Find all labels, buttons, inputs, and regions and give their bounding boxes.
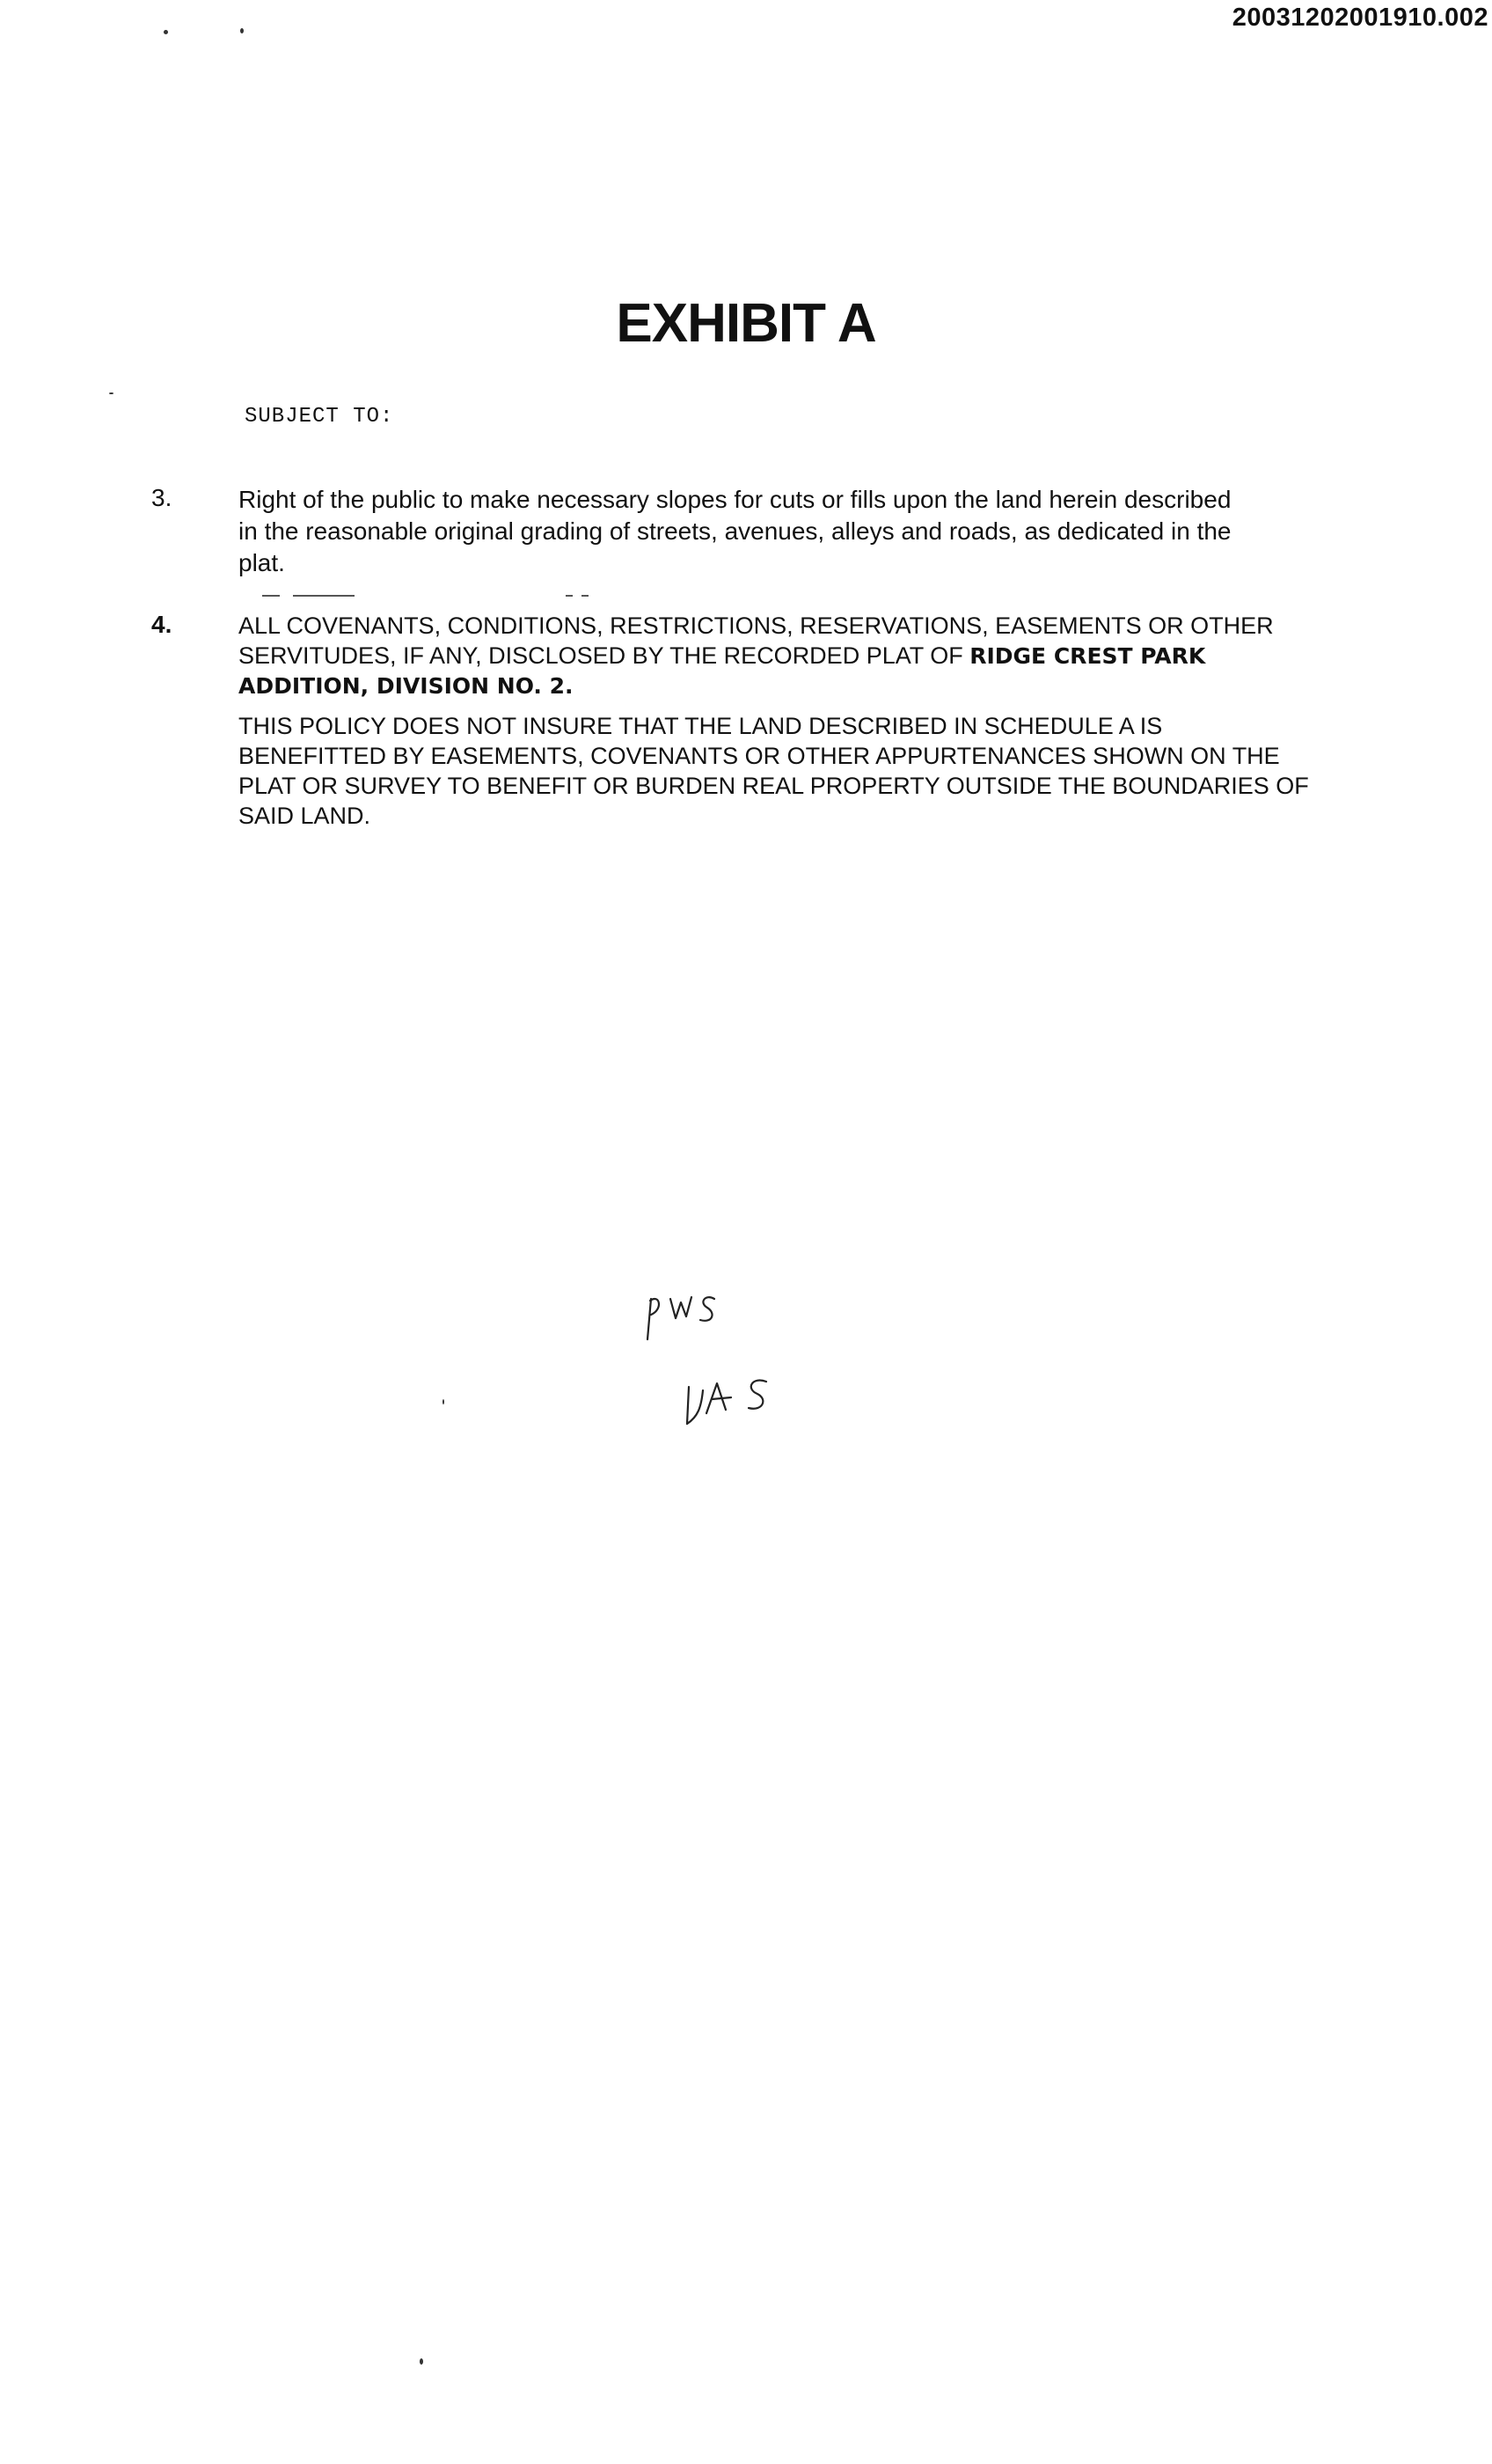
item-number-3: 3. [151,484,172,511]
item-3-text [238,484,1373,579]
scan-speck [240,28,244,33]
policy-note-line-2: BENEFITTED BY EASEMENTS, COVENANTS OR OTHER APPURTENANCES SHOWN ON THE [238,743,1280,769]
item-4-line-2 [238,641,1373,671]
scan-smudge [293,595,355,597]
policy-note [238,711,1373,831]
item-4-line-2-text: SERVITUDES, IF ANY, DISCLOSED BY THE RECORDED PLAT OF [238,642,970,669]
item-3-line-1: Right of the public to make necessary slopes for cuts or fills upon the land herein described [238,486,1232,513]
item-3-line-2: in the reasonable original grading of streets, avenues, alleys and roads, as dedicated in the [238,517,1232,545]
scan-speck [109,392,113,394]
plat-division: ADDITION, DIVISION NO. 2. [238,673,574,699]
scan-smudge [581,595,589,597]
policy-note-line-3: PLAT OR SURVEY TO BENEFIT OR BURDEN REAL PROPERTY OUTSIDE THE BOUNDARIES OF [238,773,1309,799]
plat-name: RIDGE CREST PARK [969,643,1206,669]
scan-speck [442,1399,444,1404]
handwritten-initials-pws [640,1287,728,1348]
scan-speck [164,30,168,34]
handwritten-initials-uas [682,1373,787,1436]
scan-smudge [262,595,280,597]
subject-to-label: SUBJECT TO: [245,405,394,429]
scan-speck [420,2358,423,2365]
exhibit-title: EXHIBIT A [616,293,876,354]
document-number: 20031202001910.002 [1232,4,1488,32]
policy-note-line-1: THIS POLICY DOES NOT INSURE THAT THE LAND DESCRIBED IN SCHEDULE A IS [238,713,1163,739]
item-number-4: 4. [151,611,172,638]
scan-smudge [566,595,573,597]
item-4-text [238,611,1373,701]
item-3-line-3: plat. [238,549,285,576]
policy-note-line-4: SAID LAND. [238,803,371,829]
item-4-line-1: ALL COVENANTS, CONDITIONS, RESTRICTIONS, RESERVATIONS, EASEMENTS OR OTHER [238,612,1274,639]
